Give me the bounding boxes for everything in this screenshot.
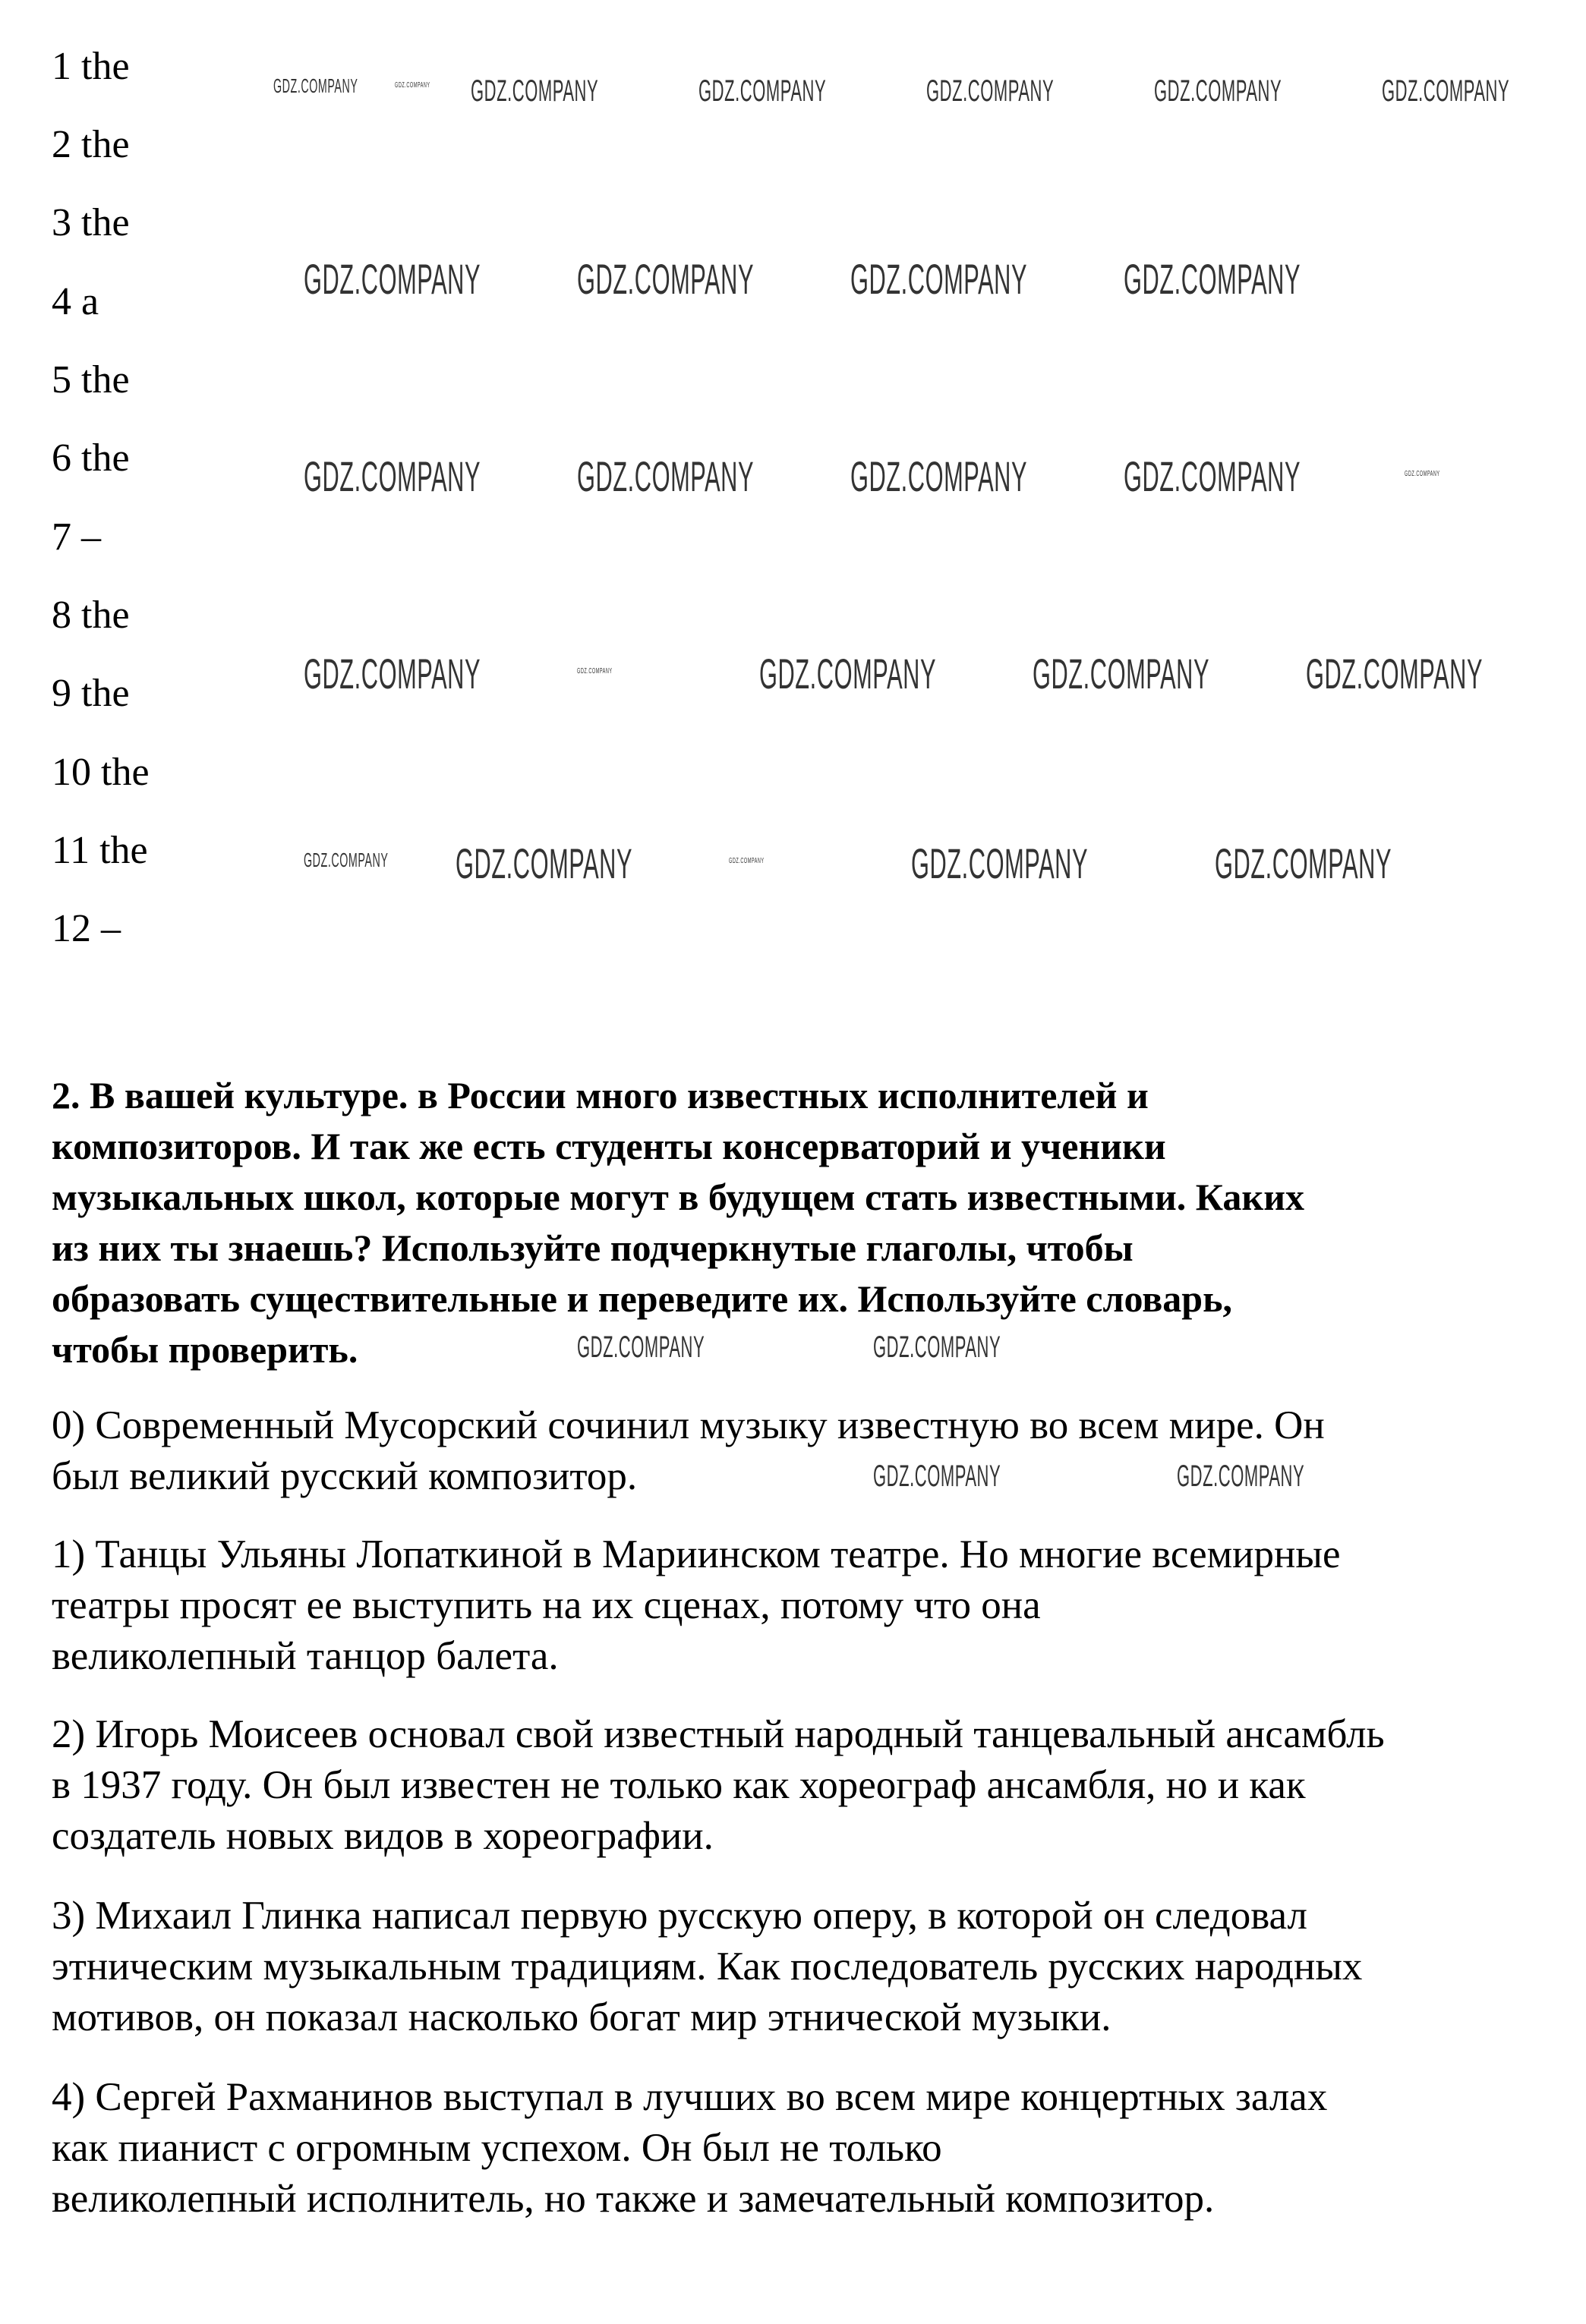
example-paragraph-2	[52, 1709, 1540, 1862]
answer-item: 3 the	[52, 201, 130, 244]
watermark: GDZ.COMPANY	[273, 74, 358, 97]
watermark: GDZ.COMPANY	[1124, 452, 1301, 500]
watermark: GDZ.COMPANY	[1215, 839, 1392, 887]
answer-item: 4 a	[52, 280, 99, 323]
answer-item: 7 –	[52, 515, 101, 559]
answer-item: 11 the	[52, 829, 148, 872]
watermark: GDZ.COMPANY	[577, 452, 755, 500]
watermark: GDZ.COMPANY	[1033, 650, 1210, 698]
watermark: GDZ.COMPANY	[926, 74, 1055, 108]
heading-line: композиторов. И так же есть студенты консерваторий и ученики	[52, 1125, 1166, 1167]
paragraph-line: 0) Современный Мусорский сочинил музыку известную во всем мире. Он	[52, 1403, 1325, 1447]
answer-item: 6 the	[52, 436, 130, 480]
paragraph-line: великолепный исполнитель, но также и замечательный композитор.	[52, 2177, 1215, 2221]
heading-line: 2. В вашей культуре. в России много известных исполнителей и	[52, 1074, 1149, 1116]
watermark: GDZ.COMPANY	[1124, 255, 1301, 303]
example-paragraph-0	[52, 1400, 1540, 1502]
answer-item: 1 the	[52, 45, 130, 88]
paragraph-line: 1) Танцы Ульяны Лопаткиной в Мариинском театре. Но многие всемирные	[52, 1532, 1341, 1576]
answer-item: 5 the	[52, 358, 130, 402]
task-2-heading	[52, 1070, 1540, 1375]
paragraph-line: театры просят ее выступить на их сценах, потому что она	[52, 1583, 1041, 1627]
watermark: GDZ.COMPANY	[456, 839, 633, 887]
paragraph-line: мотивов, он показал насколько богат мир этнической музыки.	[52, 1995, 1111, 2039]
watermark: GDZ.COMPANY	[577, 255, 755, 303]
watermark: GDZ.COMPANY	[1154, 74, 1282, 108]
watermark: GDZ.COMPANY	[304, 650, 481, 698]
watermark: GDZ.COMPANY	[698, 74, 827, 108]
watermark: GDZ.COMPANY	[1306, 650, 1484, 698]
paragraph-line: как пианист с огромным успехом. Он был не только	[52, 2126, 942, 2170]
paragraph-line: был великий русский композитор.	[52, 1454, 638, 1498]
answer-item: 8 the	[52, 594, 130, 637]
watermark: GDZ.COMPANY	[577, 1330, 705, 1364]
paragraph-line: 2) Игорь Моисеев основал свой известный народный танцевальный ансамбль	[52, 1712, 1385, 1756]
watermark: GDZ.COMPANY	[911, 839, 1089, 887]
watermark: GDZ.COMPANY	[1405, 470, 1440, 478]
watermark: GDZ.COMPANY	[304, 452, 481, 500]
heading-line: из них ты знаешь? Используйте подчеркнутые глаголы, чтобы	[52, 1227, 1134, 1269]
watermark: GDZ.COMPANY	[1382, 74, 1510, 108]
paragraph-line: создатель новых видов в хореографии.	[52, 1814, 714, 1858]
example-paragraph-3	[52, 1891, 1540, 2043]
paragraph-line: 4) Сергей Рахманинов выступал в лучших во всем мире концертных залах	[52, 2075, 1328, 2119]
watermark: GDZ.COMPANY	[759, 650, 937, 698]
watermark: GDZ.COMPANY	[304, 255, 481, 303]
answer-item: 2 the	[52, 123, 130, 166]
paragraph-line: в 1937 году. Он был известен не только как хореограф ансамбля, но и как	[52, 1763, 1306, 1807]
answer-item: 10 the	[52, 751, 150, 794]
paragraph-line: этническим музыкальным традициям. Как последователь русских народных	[52, 1945, 1363, 1989]
watermark: GDZ.COMPANY	[873, 1330, 1001, 1364]
watermark: GDZ.COMPANY	[577, 667, 613, 675]
watermark: GDZ.COMPANY	[1177, 1460, 1305, 1493]
watermark: GDZ.COMPANY	[471, 74, 599, 108]
watermark: GDZ.COMPANY	[729, 857, 765, 865]
paragraph-line: великолепный танцор балета.	[52, 1634, 559, 1678]
watermark: GDZ.COMPANY	[304, 849, 389, 871]
watermark: GDZ.COMPANY	[873, 1460, 1001, 1493]
paragraph-line: 3) Михаил Глинка написал первую русскую оперу, в которой он следовал	[52, 1894, 1307, 1938]
heading-line: образовать существительные и переведите их. Используйте словарь,	[52, 1277, 1233, 1320]
example-paragraph-4	[52, 2072, 1540, 2225]
heading-line: музыкальных школ, которые могут в будущем стать известными. Каких	[52, 1176, 1305, 1218]
watermark: GDZ.COMPANY	[850, 255, 1028, 303]
example-paragraph-1	[52, 1529, 1540, 1682]
watermark: GDZ.COMPANY	[850, 452, 1028, 500]
watermark: GDZ.COMPANY	[395, 81, 430, 90]
answer-item: 9 the	[52, 672, 130, 715]
answer-item: 12 –	[52, 907, 121, 950]
heading-line: чтобы проверить.	[52, 1328, 358, 1371]
